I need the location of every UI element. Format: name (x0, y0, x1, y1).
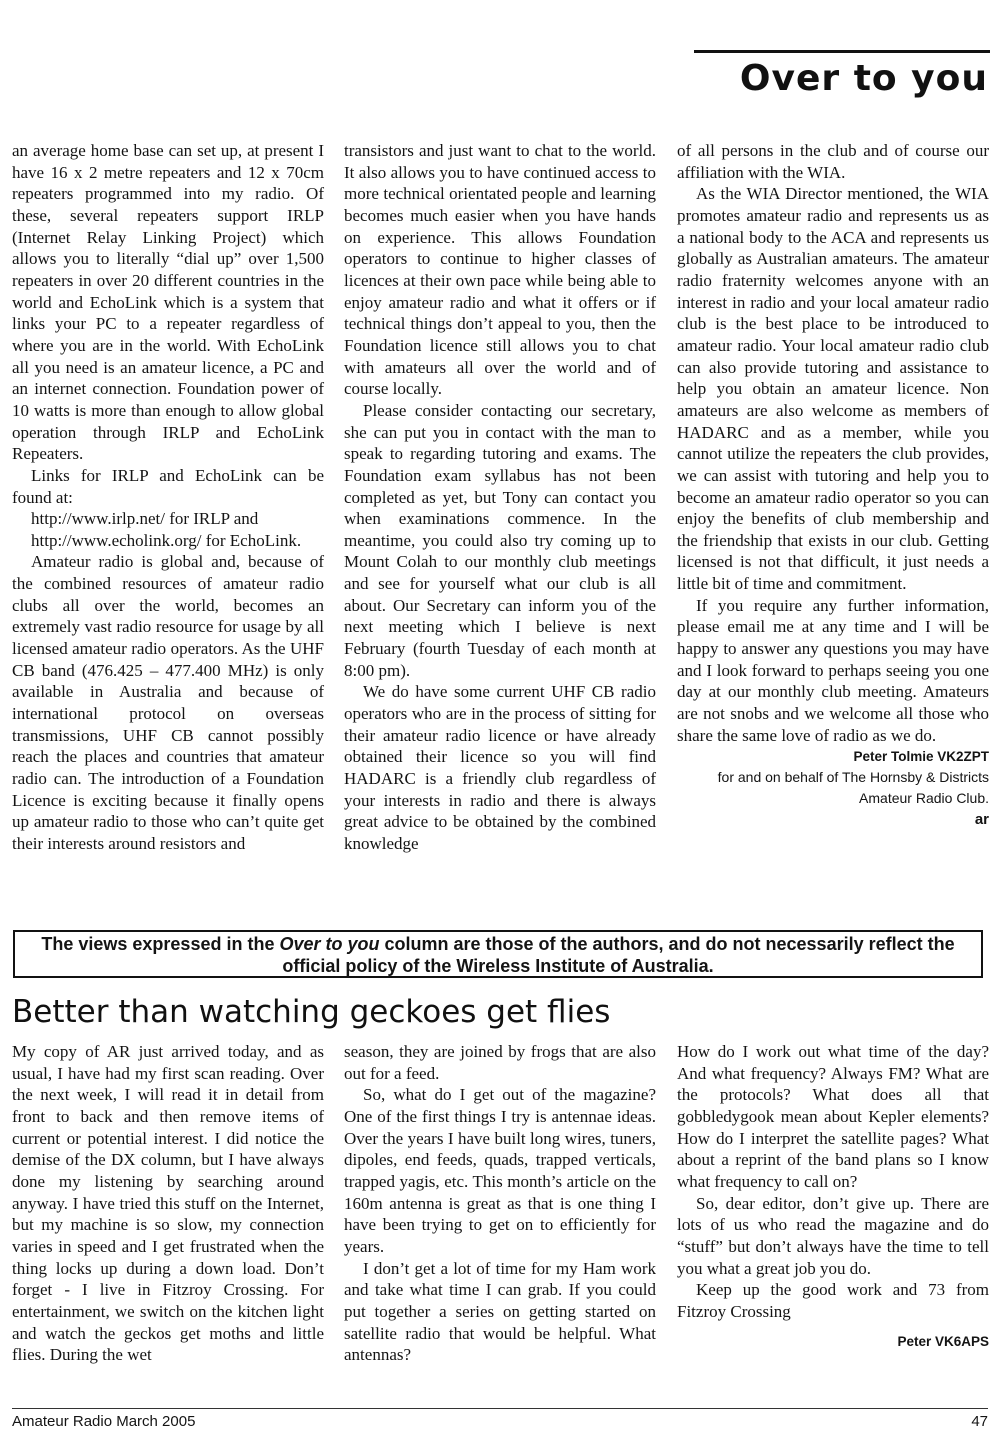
disclaimer-text-start: The views expressed in the (41, 934, 280, 954)
paragraph: As the WIA Director mentioned, the WIA promotes amateur radio and represents us as a national body to the ACA and represents us globally as Australian amateurs. The amateur radio fraternity welcomes anyone with an interest in radio and your local amateur radio club is the best place to be introduced to amateur radio. Your local amateur radio club can also provide tutoring and assistance to help you obtain an amateur licence. Non amateurs are also welcome as members of HADARC and as a member, while you cannot utilize the repeaters the club provides, we can assist with tutoring and help you to become an amateur radio operator so you can enjoy the benefits of club membership and the friendship that exists in our club. Getting licensed is not that difficult, it just needs a little bit of time and commitment. (677, 184, 989, 594)
section-title: Over to you (739, 58, 988, 99)
article-title: Better than watching geckoes get flies (12, 994, 611, 1030)
paragraph: Amateur radio is global and, because of the combined resources of amateur radio clubs all over the world, becomes an extremely vast radio resource for usage by all licensed amateur radio operators. As the UHF CB band (476.425 – 477.400 MHz) is only available in Australia and because of international protocol on overseas transmissions, UHF CB cannot possibly reach the places and countries that amateur radio can. The introduction of a Foundation Licence is exciting because it finally opens up amateur radio to those who can’t quite get their interests around resistors and (12, 552, 324, 853)
author-signature: Peter VK6APS (897, 1333, 989, 1349)
paragraph: So, dear editor, don’t give up. There are lots of us who read the magazine and do “stuff” but don’t always have the time to tell you what a great job you do. (677, 1193, 989, 1278)
article1-column-2 (344, 140, 656, 855)
paragraph: So, what do I get out of the magazine? One of the first things I try is antennae ideas. Over the years I have built long wires, tuners, dipoles, end feeds, quads, trapped verticals, trapped yagis, etc. This month’s article on the 160m antenna is great as that is one thing I have been trying to get on to efficiently for years. (344, 1085, 656, 1256)
paragraph: My copy of AR just arrived today, and as usual, I have had my first scan reading. Over the next week, I will read it in detail from front to back and then remove items of current or potential interest. I did notice the demise of the DX column, but I have always done my listening by searching around anyway. I have tried this stuff on the Internet, but my machine is so slow, my connection varies in speed and I get frustrated when the thing locks up during a down load. Don’t forget - I live in Fitzroy Crossing. For entertainment, we switch on the kitchen light and watch the geckos get moths and little flies. During the wet (12, 1042, 324, 1365)
disclaimer-column-name: Over to you (279, 934, 380, 954)
article2-column-1 (12, 1041, 324, 1366)
disclaimer-text-end: column are those of the authors, and do not necessarily reflect the official policy of the Wireless Institute of Australia. (282, 934, 955, 976)
footer-divider (12, 1408, 988, 1409)
paragraph: transistors and just want to chat to the world. It also allows you to have continued access to more technical orientated people and learning becomes much easier when you have hands on experience. This allows Foundation operators to continue to higher classes of licences at their own pace while being able to enjoy amateur radio and what it offers or if technical things don’t appeal to you, then the Foundation licence still allows you to chat with amateurs all over the world and of course locally. (344, 141, 656, 399)
paragraph: We do have some current UHF CB radio operators who are in the process of sitting for their amateur radio licence or have already obtained their licence so you will find HADARC is a friendly club regardless of your interests in radio and there is always great advice to be obtained by the combined knowledge (344, 682, 656, 853)
paragraph: How do I work out what time of the day? And what frequency? Always FM? What are the protocols? What does all that gobbledygook mean about Kepler elements? How do I interpret the satellite pages? What about a reprint of the band plans so I know what frequency to call on? (677, 1042, 989, 1191)
section-header (694, 50, 990, 103)
article1-column-1 (12, 140, 324, 855)
author-affiliation: for and on behalf of The Hornsby & Districts Amateur Radio Club. (717, 769, 989, 807)
paragraph: Please consider contacting our secretary, she can put you in contact with the man to speak to regarding tutoring and exams. The Foundation exam syllabus has not been completed as yet, but Tony can contact you when examinations commence. In the meantime, you could also try coming up to Mount Colah to our monthly club meetings and see for yourself what our club is all about. Our Secretary can inform you of the next meeting which I believe is next February (fourth Tuesday of each month at 8:00 pm). (344, 400, 656, 680)
paragraph: an average home base can set up, at present I have 16 x 2 metre repeaters and 12 x 70cm repeaters programmed into my radio. Of these, several repeaters support IRLP (Internet Relay Linking Project) which allows you to literally “dial up” over 1,500 repeaters in over 20 different countries in the world and EchoLink which is a system that links your PC to a repeater regardless of where you are in the world. With EchoLink all you need is an amateur licence, a PC and an internet connection. Foundation power of 10 watts is more than enough to allow global operation through IRLP and EchoLink Repeaters. (12, 141, 324, 464)
paragraph: Keep up the good work and 73 from Fitzroy Crossing (677, 1280, 989, 1321)
paragraph: Links for IRLP and EchoLink can be found at: (12, 465, 324, 507)
end-mark: ar (974, 811, 989, 829)
article2-column-2 (344, 1041, 656, 1366)
footer-publication: Amateur Radio March 2005 (12, 1413, 196, 1430)
disclaimer-box (13, 930, 983, 978)
article1-column-3 (677, 140, 989, 831)
paragraph: I don’t get a lot of time for my Ham work and take what time I can grab. If you could put together a series on getting started on satellite radio that would be helpful. What antennas? (344, 1258, 656, 1365)
echolink-link-text: http://www.echolink.org/ for EchoLink. (31, 530, 302, 550)
paragraph: of all persons in the club and of course our affiliation with the WIA. (677, 141, 989, 182)
paragraph: If you require any further information, please email me at any time and I will be happy to answer any questions you may have and I look forward to perhaps seeing you one day at our monthly club meeting. Amateurs are not snobs and we welcome all those who share the same love of radio as we do. (677, 595, 989, 745)
article2-column-3 (677, 1041, 989, 1352)
author-signature: Peter Tolmie VK2ZPT (853, 749, 989, 765)
irlp-link-text: http://www.irlp.net/ for IRLP and (31, 509, 259, 529)
footer-page-number: 47 (971, 1413, 988, 1430)
paragraph: season, they are joined by frogs that are also out for a feed. (344, 1042, 656, 1083)
